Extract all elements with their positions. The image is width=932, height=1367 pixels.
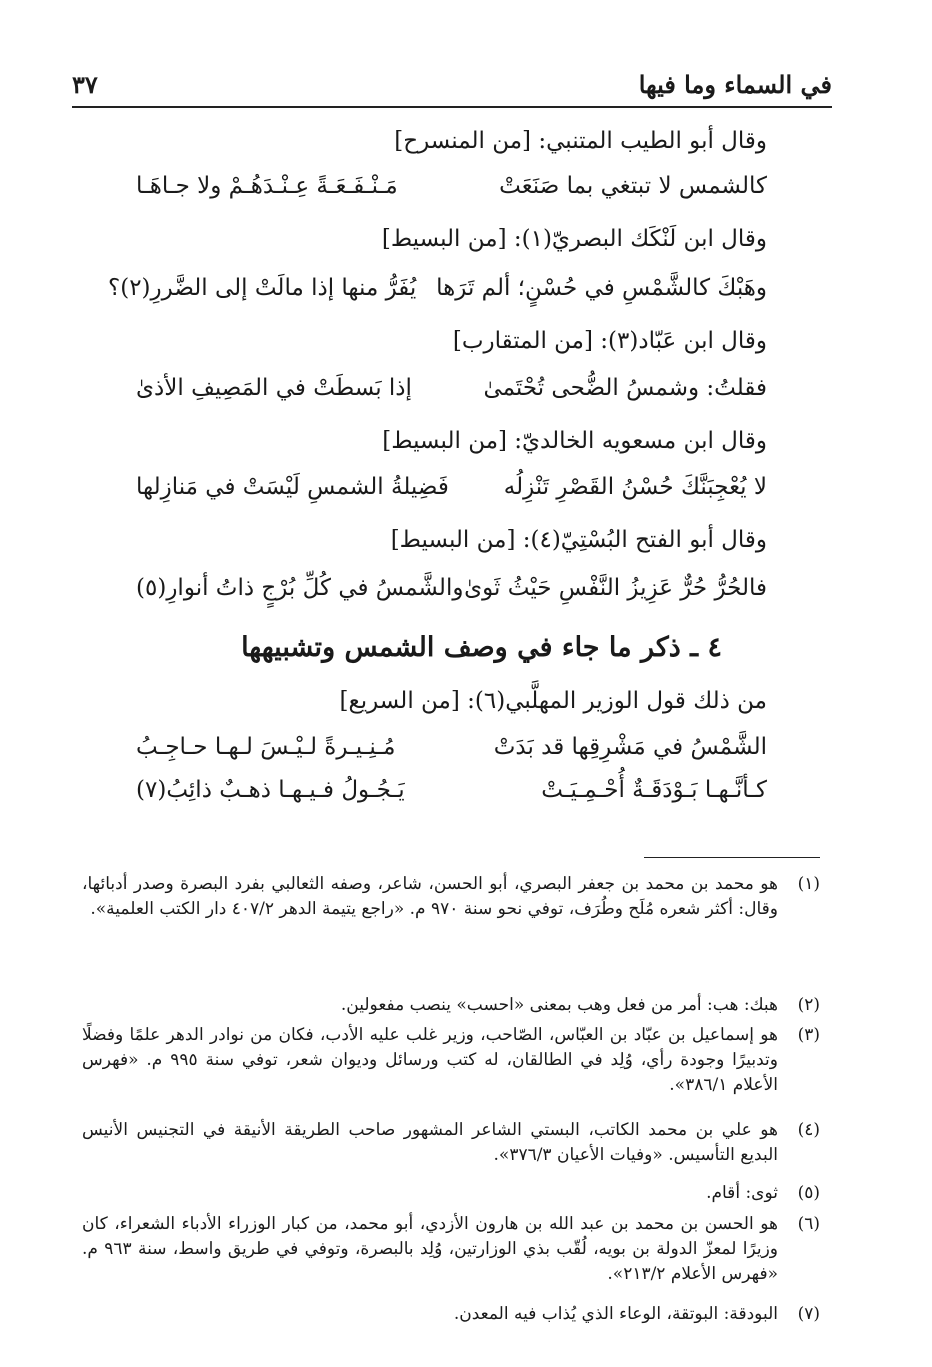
- footnote-number: (١): [797, 874, 820, 894]
- section-heading: ٤ ـ ذكر ما جاء في وصف الشمس وتشبيهها: [241, 632, 722, 663]
- verse-first-hemistich: فالحُرُّ حُرٌّ عَزِيزُ النَّفْسِ حَيْثُ ثَوىٰ: [464, 575, 767, 601]
- footnote: [82, 993, 820, 1018]
- verse-line: [136, 173, 767, 213]
- footnote: [82, 1181, 820, 1206]
- footnote-text: هو علي بن محمد الكاتب، البستي الشاعر المشهور صاحب الطريقة الأنيقة في التجنيس الأنيس البديع التأسيس. «وفيات الأعيان ٣٧٦/٣».: [82, 1120, 778, 1165]
- verse-line: [136, 575, 767, 615]
- footnote: [82, 872, 820, 922]
- poet-intro: وقال ابن عَبّاد(٣): [من المتقارب]: [452, 328, 767, 354]
- header-rule: [72, 106, 832, 108]
- footnote-number: (٣): [797, 1025, 820, 1045]
- verse-first-hemistich: وهَبْكَ كالشَّمْسِ في حُسْنٍ؛ ألم تَرَها: [436, 275, 767, 301]
- verse-line: [108, 275, 767, 315]
- verse-line: [136, 734, 767, 774]
- verse-first-hemistich: الشَّمْسُ في مَشْرِقِها قد بَدَتْ: [493, 734, 767, 760]
- footnote-text: البودقة: البوتقة، الوعاء الذي يُذاب فيه المعدن.: [453, 1304, 778, 1324]
- running-title: في السماء وما فيها: [638, 70, 832, 99]
- footnote-text: ثوى: أقام.: [706, 1183, 778, 1203]
- verse-second-hemistich: والشَّمسُ في كُلِّ بُرْجٍ ذاتُ أنوارِ(٥): [136, 575, 464, 601]
- footnote-separator: [644, 857, 820, 858]
- footnote-number: (٧): [797, 1304, 820, 1324]
- running-header: [72, 70, 832, 104]
- footnote: [82, 1212, 820, 1287]
- verse-first-hemistich: لا يُعْجِبَنَّكَ حُسْنُ القَصْرِ تَنْزِلُه: [503, 474, 767, 500]
- verse-second-hemistich: فَضِيلةُ الشمسِ لَيْسَتْ في مَنازِلها: [136, 474, 449, 500]
- footnote-text: هو محمد بن محمد بن جعفر البصري، أبو الحسن، شاعر، وصفه الثعالبي بفرد البصرة وصدر أدبائها، وقال: أكثر شعره مُلَح وطُرَف، توفي نحو سنة ٩٧٠ م. «راجع يتيمة الدهر ٤٠٧/٢ دار الكتب العلمية».: [82, 874, 778, 919]
- page-number: ٣٧: [72, 70, 98, 99]
- footnote-number: (٤): [797, 1120, 820, 1140]
- verse-second-hemistich: يُفَرُّ منها إذا مالَتْ إلى الضَّررِ(٢)؟: [108, 275, 417, 301]
- footnote: [82, 1302, 820, 1327]
- footnote-number: (٥): [797, 1183, 820, 1203]
- verse-second-hemistich: يَـجُـولُ فـيـهـا ذهـبٌ ذائِبُ(٧): [136, 777, 405, 803]
- footnote-text: هبك: هب: أمر من فعل وهب بمعنى «احسب» ينصب مفعولين.: [340, 995, 778, 1015]
- verse-first-hemistich: كـأنَّـهـا بَـوْدَقَـةٌ أُحْـمِـيَـتْ: [541, 777, 767, 803]
- footnote-text: هو إسماعيل بن عبّاد بن العبّاس، الصّاحب، وزير غلب عليه الأدب، فكان من نوادر الدهر علمًا وفضلًا وتدبيرًا وجودة رأي، وُلِد في الطالقان، له كتب ورسائل وديوان شعر، توفي سنة ٩٩٥ م. «فهرس الأعلام ٣٨٦/١».: [82, 1025, 778, 1095]
- verse-second-hemistich: مُـنِـيـرةً لـيْـسَ لـهـا حـاجِـبُ: [136, 734, 396, 760]
- footnote: [82, 1023, 820, 1098]
- verse-line: [136, 777, 767, 817]
- footnote-text: هو الحسن بن محمد بن عبد الله بن هارون الأزدي، أبو محمد، من كبار الوزراء الأدباء الشعراء، كان وزيرًا لمعزّ الدولة بن بويه، لُقّب بذي الوزارتين، وُلِد بالبصرة، وتوفي في طريق واسط، سنة ٩٦٣ م. «فهرس الأعلام ٢١٣/٢».: [82, 1214, 778, 1284]
- footnote-number: (٢): [797, 995, 820, 1015]
- poet-intro: وقال أبو الطيب المتنبي: [من المنسرح]: [394, 128, 767, 154]
- verse-first-hemistich: كالشمس لا تبتغي بما صَنَعَتْ: [499, 173, 767, 199]
- poet-intro: من ذلك قول الوزير المهلَّبي(٦): [من السريع]: [339, 688, 767, 714]
- poet-intro: وقال ابن لَنْكَك البصريّ(١): [من البسيط]: [381, 226, 767, 252]
- verse-line: [136, 375, 767, 415]
- poet-intro: وقال ابن مسعويه الخالديّ: [من البسيط]: [382, 428, 767, 454]
- verse-second-hemistich: إذا بَسطَتْ في المَصِيفِ الأذىٰ: [136, 375, 412, 401]
- verse-second-hemistich: مَـنْـفَـعَـةً عِـنْـدَهُـمْ ولا جـاهَـا: [136, 173, 398, 199]
- footnote: [82, 1118, 820, 1168]
- poet-intro: وقال أبو الفتح البُسْتِيّ(٤): [من البسيط]: [390, 527, 767, 553]
- verse-first-hemistich: فقلتُ: وشمسُ الضُّحى تُحْتَمىٰ: [483, 375, 767, 401]
- verse-line: [136, 474, 767, 514]
- footnote-number: (٦): [797, 1214, 820, 1234]
